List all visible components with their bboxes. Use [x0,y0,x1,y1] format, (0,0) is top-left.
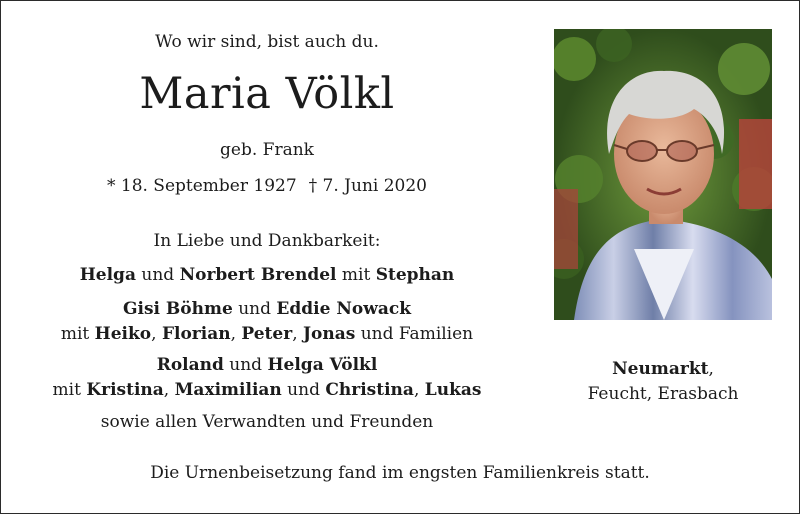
mourner-line: mit Heiko, Florian, Peter, Jonas und Familien [60,324,474,344]
portrait-illustration [554,29,772,320]
mourner-group-2 [1,297,533,347]
connector-text: und [232,299,277,319]
thanks-heading: In Liebe und Dankbarkeit: [153,231,381,251]
connector-text: mit [52,380,87,400]
death-date: † 7. Juni 2020 [308,176,428,196]
place-others: Feucht, Erasbach [587,384,739,404]
life-dates [1,176,533,196]
connector-text: und [281,380,326,400]
mourner-line-1 [1,263,533,288]
connector-text: und Familien [355,324,474,344]
mourner-name: Jonas [303,324,356,344]
mourner-name: Helga [79,265,136,285]
mourner-name: Stephan [375,265,455,285]
place-block [554,357,772,407]
birth-date: * 18. September 1927 [106,176,297,196]
deceased-name: Maria Völkl [139,69,395,119]
connector-text: mit [60,324,95,344]
place-main-line: Neumarkt, [612,359,714,379]
mourner-name: Maximilian [174,380,282,400]
connector-text: mit [336,265,376,285]
maiden-name: geb. Frank [220,140,314,160]
mourner-name: Gisi Böhme [123,299,233,319]
portrait-photo [554,29,772,320]
mourner-name: Lukas [424,380,482,400]
connector-text: und [223,355,268,375]
motto: Wo wir sind, bist auch du. [155,32,379,52]
mourner-name: Roland [156,355,224,375]
place-main: Neumarkt [612,359,709,379]
mourner-name: Heiko [94,324,152,344]
mourner-line: mit Kristina, Maximilian und Christina, Lukas [52,380,482,400]
mourner-name: Peter [241,324,293,344]
mourner-name: Norbert Brendel [179,265,337,285]
mourner-line [1,297,533,322]
connector-text: und [135,265,180,285]
mourner-name: Eddie Nowack [276,299,411,319]
mourner-name: Florian [161,324,231,344]
mourner-name: Helga Völkl [267,355,378,375]
mourner-group-3 [1,353,533,403]
mourner-name: Christina [325,380,414,400]
burial-note: Die Urnenbeisetzung fand im engsten Familienkreis statt. [150,463,650,483]
mourner-name: Kristina [86,380,164,400]
mourner-line [1,353,533,378]
closing-line: sowie allen Verwandten und Freunden [100,412,434,432]
